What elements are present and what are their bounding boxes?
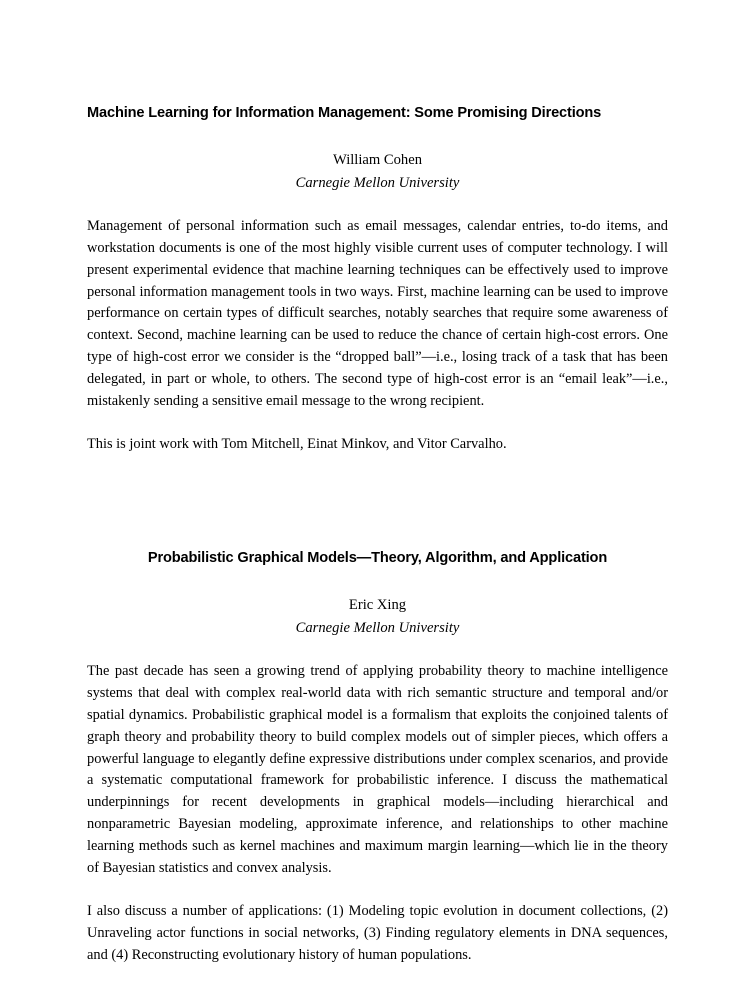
abstract-paragraph-1-2: This is joint work with Tom Mitchell, Einat Minkov, and Vitor Carvalho. bbox=[87, 436, 507, 453]
page-content-column bbox=[87, 0, 668, 967]
talk-title-2: Probabilistic Graphical Models—Theory, Algorithm, and Application bbox=[147, 550, 608, 567]
talk-affiliation-1: Carnegie Mellon University bbox=[295, 174, 460, 191]
abstract-paragraph-2-1: The past decade has seen a growing trend of applying probability theory to machine intelligence systems that deal with complex real-world data with rich semantic structure and temporal and/or spatial dynamics. Probabilistic graphical model is a formalism that exploits the conjoined talents of graph theory and probability theory to build complex models out of simpler pieces, which offers a powerful language to elegantly define expressive distributions under complex scenarios, and provide a systematic computational framework for probabilistic inference. I discuss the mathematical underpinnings for recent developments in graphical models—including hierarchical and nonparametric Bayesian modeling, approximate inference, and relationships to other machine learning methods such as kernel machines and maximum margin learning—which lie in the theory of Bayesian statistics and convex analysis. bbox=[87, 663, 668, 876]
talk-author-2: Eric Xing bbox=[348, 597, 407, 614]
abstract-paragraph-1-1: Management of personal information such as email messages, calendar entries, to-do items, and workstation documents is one of the most highly visible current uses of computer technology. I will present experimental evidence that machine learning techniques can be effectively used to improve personal information management tools in two ways. First, machine learning can be used to improve performance on certain types of difficult searches, notably searches that require some awareness of context. Second, machine learning can be used to reduce the chance of certain high-cost errors. One type of high-cost error we consider is the “dropped ball”—i.e., losing track of a task that has been delegated, in part or whole, to others. The second type of high-cost error is an “email leak”—i.e., mistakenly sending a sensitive email message to the wrong recipient. bbox=[87, 218, 668, 409]
abstract-paragraph-2-2: I also discuss a number of applications: (1) Modeling topic evolution in document collections, (2) Unraveling actor functions in social networks, (3) Finding regulatory elements in DNA sequences, and (4) Reconstructing evolutionary history of human populations. bbox=[87, 903, 668, 963]
abstract-entry-2 bbox=[87, 456, 668, 967]
talk-author-1: William Cohen bbox=[333, 152, 422, 169]
talk-title-1: Machine Learning for Information Management: Some Promising Directions bbox=[87, 105, 602, 121]
abstract-entry-1 bbox=[87, 0, 668, 456]
talk-affiliation-2: Carnegie Mellon University bbox=[295, 619, 460, 636]
